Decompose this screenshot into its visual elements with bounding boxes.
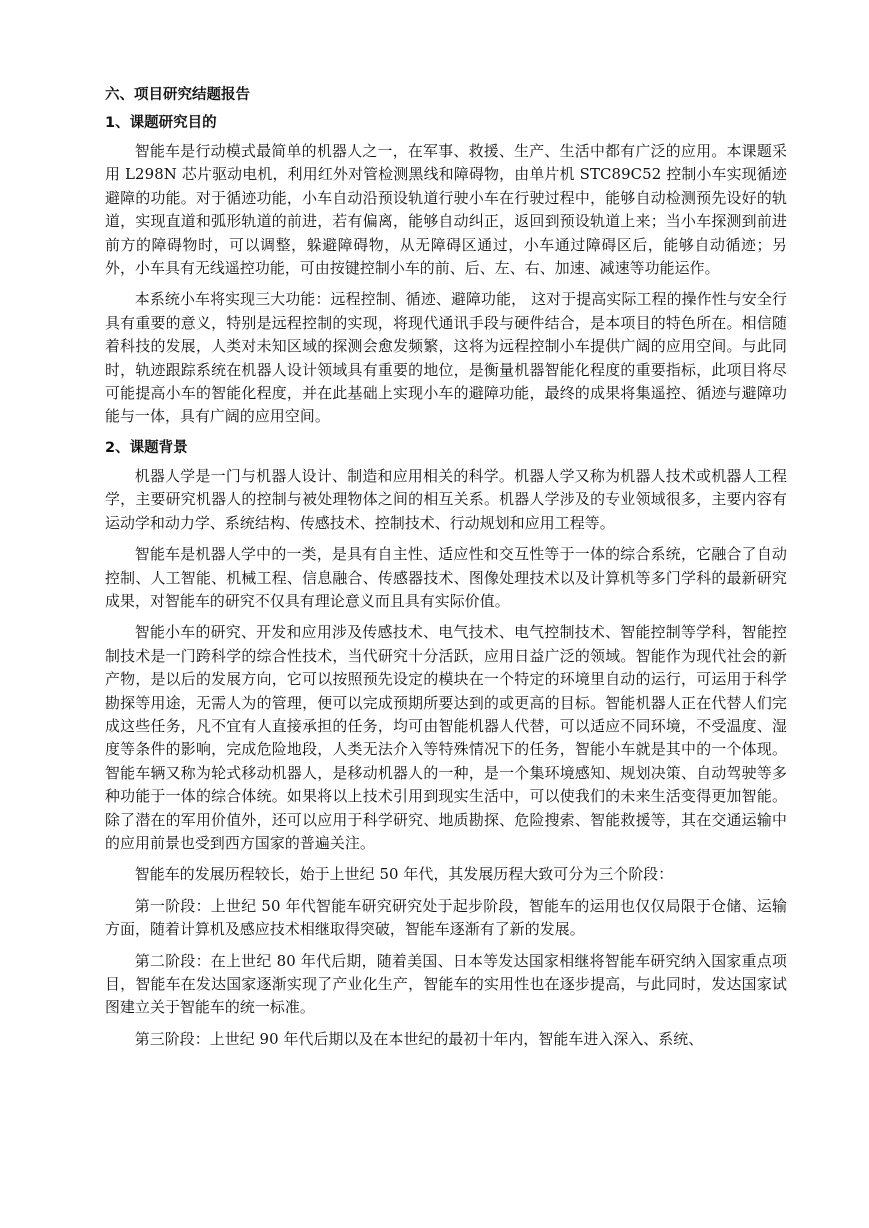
- paragraph: 机器人学是一门与机器人设计、制造和应用相关的科学。机器人学又称为机器人技术或机器人工程学，主要研究机器人的控制与被处理物体之间的相互关系。机器人学涉及的专业领域很多，主要内容有运动学和动力学、系统结构、传感技术、控制技术、行动规划和应用工程等。: [105, 466, 787, 532]
- paragraph: 第二阶段：在上世纪 80 年代后期，随着美国、日本等发达国家相继将智能车研究纳入国家重点项目，智能车在发达国家逐渐实现了产业化生产，智能车的实用性也在逐步提高，与此同时，发达国家试图建立关于智能车的统一标准。: [105, 951, 787, 1017]
- paragraph: 智能小车的研究、开发和应用涉及传感技术、电气技术、电气控制技术、智能控制等学科，智能控制技术是一门跨科学的综合性技术，当代研究十分活跃，应用日益广泛的领域。智能作为现代社会的新产物，是以后的发展方向，它可以按照预先设定的模块在一个特定的环境里自动的运行，可运用于科学勘探等用途，无需人为的管理，便可以完成预期所要达到的或更高的目标。智能机器人正在代替人们完成这些任务，凡不宜有人直接承担的任务，均可由智能机器人代替，可以适应不同环境，不受温度、湿度等条件的影响，完成危险地段，人类无法介入等特殊情况下的任务，智能小车就是其中的一个体现。智能车辆又称为轮式移动机器人，是移动机器人的一种，是一个集环境感知、规划决策、自动驾驶等多种功能于一体的综合体统。如果将以上技术引用到现实生活中，可以使我们的未来生活变得更加智能。除了潜在的军用价值外，还可以应用于科学研究、地质勘探、危险搜索、智能救援等，其在交通运输中的应用前景也受到西方国家的普遍关注。: [105, 623, 787, 852]
- paragraph: 第一阶段：上世纪 50 年代智能车研究研究处于起步阶段，智能车的运用也仅仅局限于仓储、运输方面，随着计算机及感应技术相继取得突破，智能车逐渐有了新的发展。: [105, 896, 787, 939]
- section-title: 六、项目研究结题报告: [105, 87, 250, 103]
- paragraph: 智能车的发展历程较长，始于上世纪 50 年代，其发展历程大致可分为三个阶段：: [134, 865, 674, 884]
- subsection-title-purpose: 1、课题研究目的: [105, 115, 217, 131]
- document-page: [105, 84, 787, 1059]
- subsection-title-background: 2、课题背景: [105, 439, 188, 456]
- paragraph: 本系统小车将实现三大功能：远程控制、循迹、避障功能， 这对于提高实际工程的操作性与安全行具有重要的意义，特别是远程控制的实现，将现代通讯手段与硬件结合，是本项目的特色所在。相信随着科技的发展，人类对未知区域的探测会愈发频繁，这将为远程控制小车提供广阔的应用空间。与此同时，轨迹跟踪系统在机器人设计领域具有重要的地位，是衡量机器智能化程度的重要指标，此项目将尽可能提高小车的智能化程度，并在此基础上实现小车的避障功能，最终的成果将集遥控、循迹与避障功能与一体，具有广阔的应用空间。: [105, 290, 787, 426]
- paragraph: 智能车是机器人学中的一类，是具有自主性、适应性和交互性等于一体的综合系统，它融合了自动控制、人工智能、机械工程、信息融合、传感器技术、图像处理技术以及计算机等多门学科的最新研究成果，对智能车的研究不仅具有理论意义而且具有实际价值。: [105, 545, 787, 610]
- paragraph: 第三阶段：上世纪 90 年代后期以及在本世纪的最初十年内，智能车进入深入、系统、: [134, 1029, 704, 1048]
- paragraph: 智能车是行动模式最简单的机器人之一，在军事、救援、生产、生活中都有广泛的应用。本课题采用 L298N 芯片驱动电机，利用红外对管检测黑线和障碍物，由单片机 STC89C52 控制小车实现循迹避障的功能。对于循迹功能，小车自动沿预设轨道行驶小车在行驶过程中，能够自动检测预先设好的轨道，实现直道和弧形轨道的前进，若有偏离，能够自动纠正，返回到预设轨道上来；当小车探测到前进前方的障碍物时，可以调整，躲避障碍物，从无障碍区通过，小车通过障碍区后，能够自动循迹；另外，小车具有无线遥控功能，可由按键控制小车的前、后、左、右、加速、减速等功能运作。: [105, 142, 787, 278]
